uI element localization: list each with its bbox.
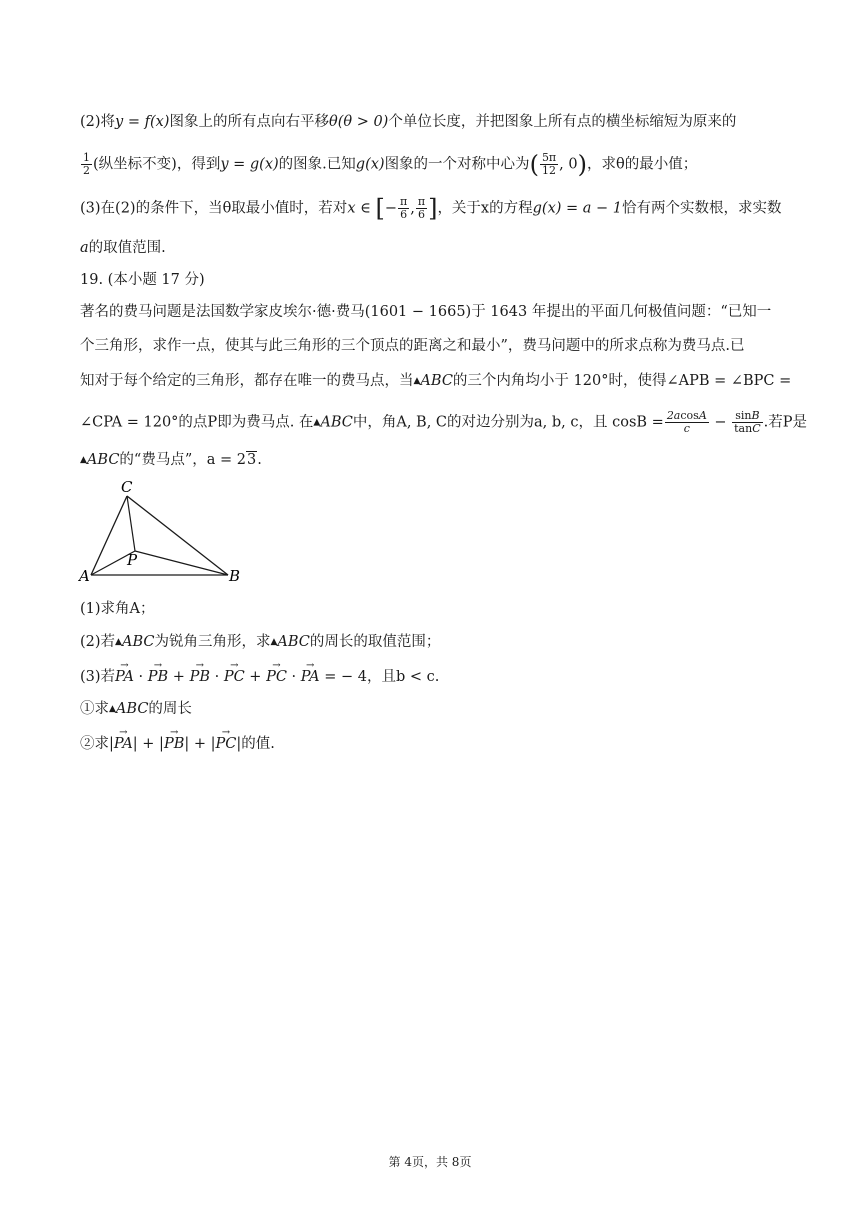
q19-part3-sub1: ①求▲ABC的周长 [80,701,192,717]
fraction-one-half: $\frac{1}{2}$ [83,151,90,177]
text-segment: ∠CPA = 120°的点P即为费马点. 在 [80,414,314,431]
fraction-2acosA-c: $\frac{2acosA}{c}$ [666,409,707,435]
label-C: C [121,478,133,496]
text-segment: 图象的一个对称中心为 [384,156,530,173]
math-theta-cond: θ(θ > 0) [328,114,389,130]
q19-intro-line3: 知对于每个给定的三角形，都存在唯一的费马点，当▲ABC的三个内角均小于 120°时，使得∠APB = ∠BPC = [80,373,792,389]
label-B: B [229,567,241,585]
text-segment: 的值. [241,736,275,752]
q18-part3-line2 [80,238,166,258]
math-y-fx: y = f(x) [115,114,170,130]
text-segment: (3)若 [80,669,116,685]
text-segment: 的图象.已知 [278,156,356,173]
text-segment: (3)在(2)的条件下，当θ取最小值时，若对 [80,200,348,217]
text-segment: .若P是 [763,414,808,431]
text-segment: 个三角形，求作一点，使其与此三角形的三个顶点的距离之和最小”，费马问题中的所求点称为费马点.已 [80,338,745,354]
math-y-gx: y = g(x) [220,156,279,173]
q19-intro-line1 [80,302,771,322]
q18-part3-line1: (3)在(2)的条件下，当θ取最小值时，若对x ∈ [− $\frac{\pi}{6}$ , $\frac{\pi}{6}$ ]，关于x的方程g(x) = a − 1恰有两个实数根，求实数 [80,194,782,223]
q18-part2-line1 [80,112,736,132]
text-segment: 著名的费马问题是法国数学家皮埃尔·德·费马(1601 − 1665)于 1643 年提出的平面几何极值问题：“已知一 [80,304,772,320]
text-segment: 的“费马点”，a = 2 [119,452,246,468]
question-header: 19. (本小题 17 分) [80,272,205,288]
math-x-in: x ∈ [347,200,376,217]
text-segment: 的三个内角均小于 120°时，使得∠APB = ∠BPC = [452,373,792,389]
text-segment: (1)求角A； [80,601,155,617]
q19-intro-line2 [80,336,745,356]
text-segment: 知对于每个给定的三角形，都存在唯一的费马点，当 [80,373,414,389]
fraction-5pi-12: $\frac{5\pi}{12}$ [541,151,557,177]
text-segment: (2)若 [80,634,116,650]
q19-intro-line4: ∠CPA = 120°的点P即为费马点. 在▲ABC中，角A, B, C的对边分别为a, b, c，且 cosB = $\frac{2acosA}{c}$ − $\frac{\sin B}{\tan C}$ .若P是 [80,409,808,435]
text-segment: ①求 [80,701,109,717]
fraction-pi-6b: $\frac{\pi}{6}$ [417,195,426,221]
page-footer: 第 4页，共 8页 [388,1155,472,1169]
q19-part3: (3)若→ PA · → PB + → PB · → PC + → PC · → PA = − 4，且b < c. [80,667,439,687]
fraction-pi-6: $\frac{\pi}{6}$ [399,195,408,221]
label-P: P [127,551,138,569]
text-segment: 图象上的所有点向右平移 [169,114,329,130]
text-segment: 的取值范围. [88,240,166,256]
math-a: a [80,240,89,256]
q19-part3-sub2: ②求|→ PA| + |→ PB| + |→ PC|的值. [80,734,275,754]
q18-part2-line2: $\frac{1}{2}$ (纵坐标不变)，得到y = g(x)的图象.已知g(x)图象的一个对称中心为( $\frac{5\pi}{12}$ , 0)，求θ的最小值； [83,150,698,179]
q19-part2: (2)若▲ABC为锐角三角形，求▲ABC的周长的取值范围； [80,634,441,650]
edge-AC [91,496,127,575]
text-segment: . [257,452,262,468]
edge-BC [127,496,228,575]
segment-PC [127,496,135,551]
text-segment: = − 4，且b < c. [324,669,440,685]
text-segment: ，关于x的方程 [437,200,533,217]
text-segment: (2)将 [80,114,116,130]
math-eq: g(x) = a − 1 [532,200,623,217]
text-segment: 中，角A, B, C的对边分别为a, b, c，且 cosB = [352,414,664,431]
sqrt-3: 3 [247,452,257,468]
q19-intro-line5: ▲ABC的“费马点”，a = 23. [80,452,262,468]
text-segment: (纵坐标不变)，得到 [93,156,221,173]
text-segment: 个单位长度，并把图象上所有点的横坐标缩短为原来的 [388,114,737,130]
text-segment: 恰有两个实数根，求实数 [622,200,782,217]
segment-PB [135,551,228,575]
q19-header [80,270,205,290]
text-segment: ②求 [80,736,109,752]
text-segment: ，求θ的最小值； [587,156,698,173]
label-A: A [79,567,90,585]
fraction-sinB-tanC: $\frac{\sin B}{\tan C}$ [734,409,761,435]
text-segment: 为锐角三角形，求 [154,634,271,650]
text-segment: 的周长的取值范围； [309,634,441,650]
math-gx: g(x) [355,156,385,173]
q19-part1 [80,599,155,619]
text-segment: 的周长 [148,701,192,717]
fermat-point-triangle-figure [78,478,248,586]
